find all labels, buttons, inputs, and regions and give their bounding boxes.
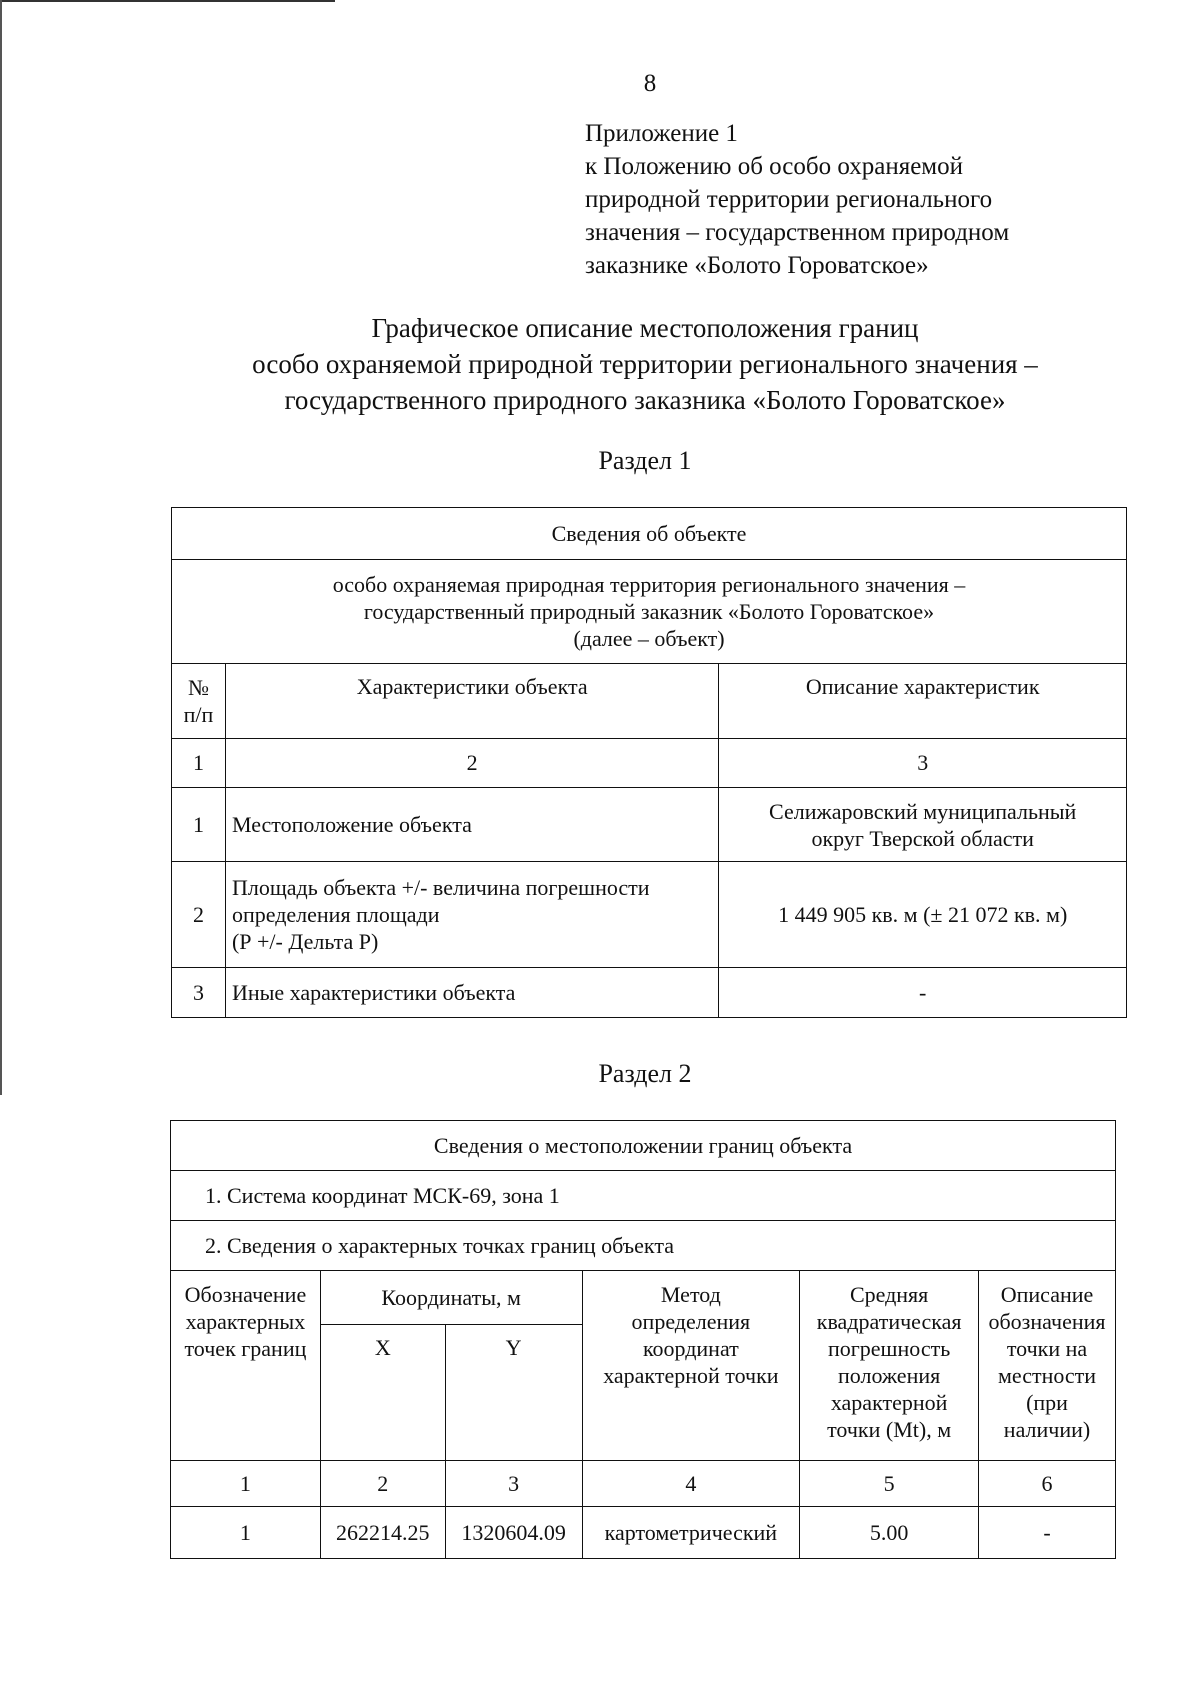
table-row: [172, 788, 1127, 862]
table-row: [172, 862, 1127, 968]
description-line: -: [919, 979, 927, 1005]
column-number: 1: [171, 1461, 321, 1507]
header-line: характерной: [830, 1390, 948, 1415]
header-line: Метод: [660, 1282, 721, 1307]
table-row: [172, 968, 1127, 1018]
column-number: 3: [719, 739, 1127, 788]
point-y: 1320604.09: [445, 1507, 582, 1559]
table-title: Сведения об объекте: [172, 508, 1127, 560]
column-number: 4: [582, 1461, 800, 1507]
title-line: Графическое описание местоположения границ: [371, 313, 919, 343]
document-title: [0, 310, 1200, 418]
point-method: картометрический: [582, 1507, 800, 1559]
row-description: [719, 968, 1127, 1018]
object-line: государственный природный заказник «Болото Гороватское»: [363, 599, 935, 624]
table-title: Сведения о местоположении границ объекта: [171, 1121, 1116, 1171]
description-line: 1 449 905 кв. м (± 21 072 кв. м): [778, 901, 1068, 927]
header-method: [582, 1271, 800, 1461]
scan-edge-top: [0, 0, 335, 2]
column-number: 5: [800, 1461, 979, 1507]
object-line: (далее – объект): [573, 626, 725, 651]
appendix-note: [585, 117, 1009, 282]
header-location: [979, 1271, 1116, 1461]
header-characteristic: Характеристики объекта: [225, 664, 718, 739]
header-designation: [171, 1271, 321, 1461]
appendix-line: Приложение 1: [585, 120, 738, 147]
page-number: 8: [643, 70, 657, 97]
points-caption: 2. Сведения о характерных точках границ объекта: [171, 1221, 1116, 1271]
header-x: X: [320, 1325, 445, 1461]
header-error: [800, 1271, 979, 1461]
header-line: точки на: [1006, 1336, 1088, 1361]
point-error: 5.00: [800, 1507, 979, 1559]
title-line: особо охраняемой природной территории регионального значения –: [252, 349, 1038, 379]
row-num: 2: [172, 862, 226, 968]
column-number: 3: [445, 1461, 582, 1507]
header-line: местности: [997, 1363, 1097, 1388]
row-description: [719, 862, 1127, 968]
header-line: определения: [631, 1309, 751, 1334]
header-line: обозначения: [988, 1309, 1106, 1334]
appendix-line: заказнике «Болото Гороватское»: [585, 252, 929, 279]
header-line: положения: [837, 1363, 941, 1388]
object-info-table: [171, 507, 1127, 1018]
header-line: погрешность: [828, 1336, 951, 1361]
header-line: квадратическая: [816, 1309, 962, 1334]
object-line: особо охраняемая природная территория регионального значения –: [332, 572, 966, 597]
header-y: Y: [445, 1325, 582, 1461]
header-num: [172, 664, 226, 739]
header-line: наличии): [1003, 1417, 1091, 1442]
row-characteristic: [225, 862, 718, 968]
header-line: (при: [1026, 1390, 1068, 1415]
column-number: 2: [320, 1461, 445, 1507]
header-line: характерной точки: [603, 1363, 779, 1388]
header-coordinates: Координаты, м: [320, 1271, 582, 1325]
description-line: Селижаровский муниципальный: [769, 798, 1077, 824]
column-number: 6: [979, 1461, 1116, 1507]
object-name-cell: [172, 560, 1127, 664]
row-num: 3: [172, 968, 226, 1018]
header-line: точек границ: [184, 1336, 307, 1361]
point-location: -: [979, 1507, 1116, 1559]
title-line: государственного природного заказника «Болото Гороватское»: [284, 385, 1006, 415]
header-line: координат: [642, 1336, 739, 1361]
table-row: [171, 1507, 1116, 1559]
header-line: Описание: [1000, 1282, 1094, 1307]
characteristic-line: (Р +/- Дельта Р): [231, 929, 379, 954]
section-2-heading: Раздел 2: [598, 1059, 692, 1088]
point-designation: 1: [171, 1507, 321, 1559]
description-line: округ Тверской области: [811, 825, 1034, 851]
appendix-line: к Положению об особо охраняемой: [585, 153, 964, 180]
characteristic-line: Площадь объекта +/- величина погрешности: [231, 875, 650, 900]
characteristic-line: определения площади: [231, 902, 440, 927]
header-line: Обозначение: [184, 1282, 307, 1307]
header-num-line: п/п: [183, 702, 214, 727]
section-1-heading: Раздел 1: [598, 446, 692, 475]
boundary-points-table: [170, 1120, 1116, 1559]
scan-edge-left: [0, 0, 2, 1095]
column-number: 2: [225, 739, 718, 788]
appendix-line: значения – государственном природном: [585, 219, 1010, 246]
header-line: характерных: [185, 1309, 306, 1334]
coordinate-system: 1. Система координат МСК-69, зона 1: [171, 1171, 1116, 1221]
appendix-line: природной территории регионального: [585, 186, 993, 213]
column-number: 1: [172, 739, 226, 788]
row-characteristic: [225, 788, 718, 862]
header-description: Описание характеристик: [719, 664, 1127, 739]
header-line: Средняя: [849, 1282, 929, 1307]
header-num-line: №: [187, 675, 209, 700]
characteristic-line: Иные характеристики объекта: [231, 979, 516, 1005]
header-line: точки (Mt), м: [827, 1417, 952, 1442]
row-num: 1: [172, 788, 226, 862]
row-characteristic: [225, 968, 718, 1018]
row-description: [719, 788, 1127, 862]
characteristic-line: Местоположение объекта: [231, 811, 472, 837]
point-x: 262214.25: [320, 1507, 445, 1559]
